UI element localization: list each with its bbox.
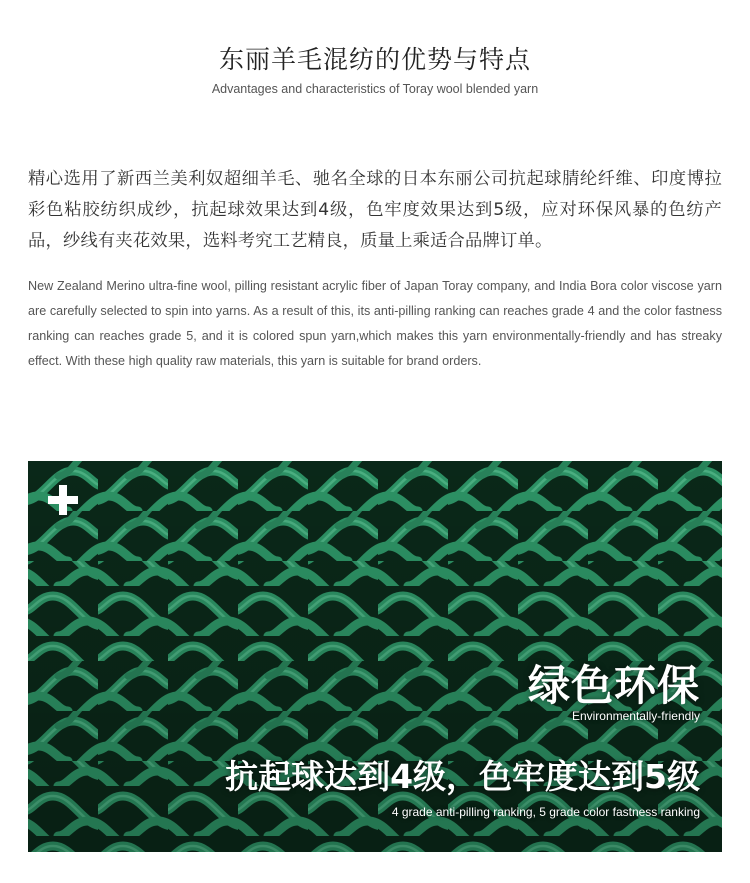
ranking-heading: 抗起球达到4级，色牢度达到5级 [225,757,700,796]
plus-icon [48,485,78,515]
ranking-subheading: 4 grade anti-pilling ranking, 5 grade color fastness ranking [391,805,700,819]
intro-english-paragraph: New Zealand Merino ultra-fine wool, pilling resistant acrylic fiber of Japan Toray company, and India Bora color viscose yarn are carefully selected to spin into yarns. As a result of this, its anti-pilling ranking can reaches grade 4 and the color fastness ranking can reaches grade 5, and it is colored spun yarn,which makes this yarn environmentally-friendly and has streaky effect. With these high quality raw materials, this yarn is suitable for brand orders. [28,279,722,368]
intro-chinese-paragraph: 精心选用了新西兰美利奴超细羊毛、驰名全球的日本东丽公司抗起球腈纶纤维、印度博拉彩色粘胶纺织成纱，抗起球效果达到4级，色牢度效果达到5级，应对环保风暴的色纺产品，纱线有夹花效果，选料考究工艺精良，质量上乘适合品牌订单。 [28,169,722,251]
page-title: 东丽羊毛混纺的优势与特点 [218,45,531,74]
page-subtitle: Advantages and characteristics of Toray wool blended yarn [211,82,539,96]
eco-subheading: Environmentally-friendly [571,709,700,723]
eco-heading: 绿色环保 [527,661,700,710]
knit-texture-banner [28,461,722,852]
